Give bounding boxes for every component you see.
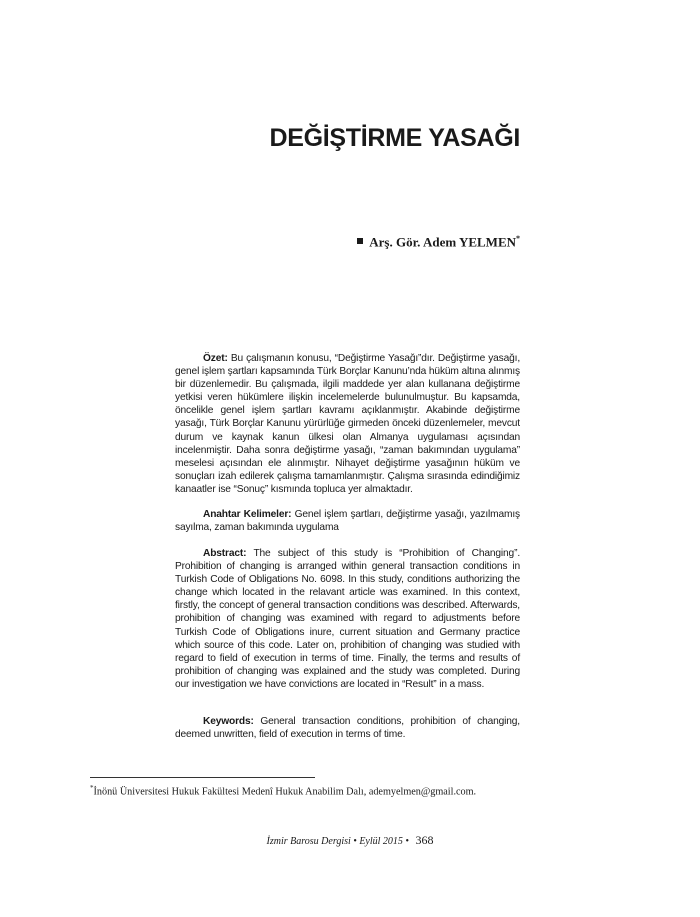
footer-date: Eylül 2015	[359, 836, 403, 847]
abstract-label: Abstract:	[203, 548, 247, 559]
footer-separator-2: •	[405, 836, 409, 847]
footnote	[90, 784, 550, 797]
author-name: Arş. Gör. Adem YELMEN	[369, 234, 516, 250]
footnote-text: İnönü Üniversitesi Hukuk Fakültesi Medenî Hukuk Anabilim Dalı, ademyelmen@gmail.com.	[93, 786, 477, 798]
anahtar-kelimeler-paragraph	[175, 508, 520, 534]
page-title: DEĞİŞTİRME YASAĞI	[269, 124, 520, 152]
footnote-divider	[90, 777, 315, 778]
footer-separator: •	[353, 836, 357, 847]
footnote-marker: *	[90, 784, 94, 792]
keywords-label: Keywords:	[203, 716, 254, 727]
abstract-paragraph	[175, 547, 520, 691]
anahtar-text: Genel işlem şartları, değiştirme yasağı, yazılmamış sayılma, zaman bakımında uygulama	[175, 509, 520, 534]
anahtar-label: Anahtar Kelimeler:	[203, 509, 292, 520]
page-footer	[190, 833, 510, 848]
abstract-text: The subject of this study is “Prohibition of Changing”. Prohibition of changing is arranged within general transaction conditions in Turkish Code of Obligations No. 6098. In this study, conditions authorizing the change which located in the relavant article was examined. In this context, firstly, the concept of general transaction conditions was described. Afterwards, prohibition of changing was examined with regard to adjustments before Turkish Code of Obligations inure, current situation and Germany practice which source of this code. Later on, prohibition of changing was studied with regard to field of execution in terms of time. Finally, the terms and results of prohibition of changing was explained and the study was completed. During our investigation we have convictions are located in “Result” in a mass.	[175, 548, 521, 690]
ozet-text: Bu çalışmanın konusu, “Değiştirme Yasağı”dır. Değiştirme yasağı, genel işlem şartları kapsamında Türk Borçlar Kanunu’nda hüküm altına alınmış bir düzenlemedir. Bu çalışmada, ilgili maddede yer alan kullanana değiştirme yetkisi veren hükümlere ilişkin incelemelerde bulunulmuştur. Bu kapsamda, öncelikle genel işlem şartları kavramı açıklanmıştır. Akabinde değiştirme yasağı, Türk Borçlar Kanunu yürürlüğe girmeden önceki düzenlemeler, mevcut durum ve kaynak kanun ülkesi olan Almanya uygulaması açısından incelenmiştir. Daha sonra değiştirme yasağı, “zaman bakımından uygulama” meselesi açısından ele alınmıştır. Nihayet değiştirme yasağının hüküm ve sonuçları izah edilerek çalışma tamamlanmıştır. Çalışma sırasında edindiğimiz kanaatler ise “Sonuç” kısmında topluca yer almaktadır.	[175, 353, 520, 495]
keywords-text: General transaction conditions, prohibition of changing, deemed unwritten, field of execution in terms of time.	[175, 716, 520, 741]
keywords-paragraph	[175, 715, 520, 741]
author-footnote-marker: *	[516, 234, 520, 243]
ozet-label: Özet:	[203, 353, 228, 364]
ozet-paragraph	[175, 352, 520, 496]
footer-journal: İzmir Barosu Dergisi	[266, 836, 351, 847]
author-bullet-icon	[357, 238, 363, 244]
page-number: 368	[415, 833, 434, 847]
author-line	[260, 234, 520, 250]
